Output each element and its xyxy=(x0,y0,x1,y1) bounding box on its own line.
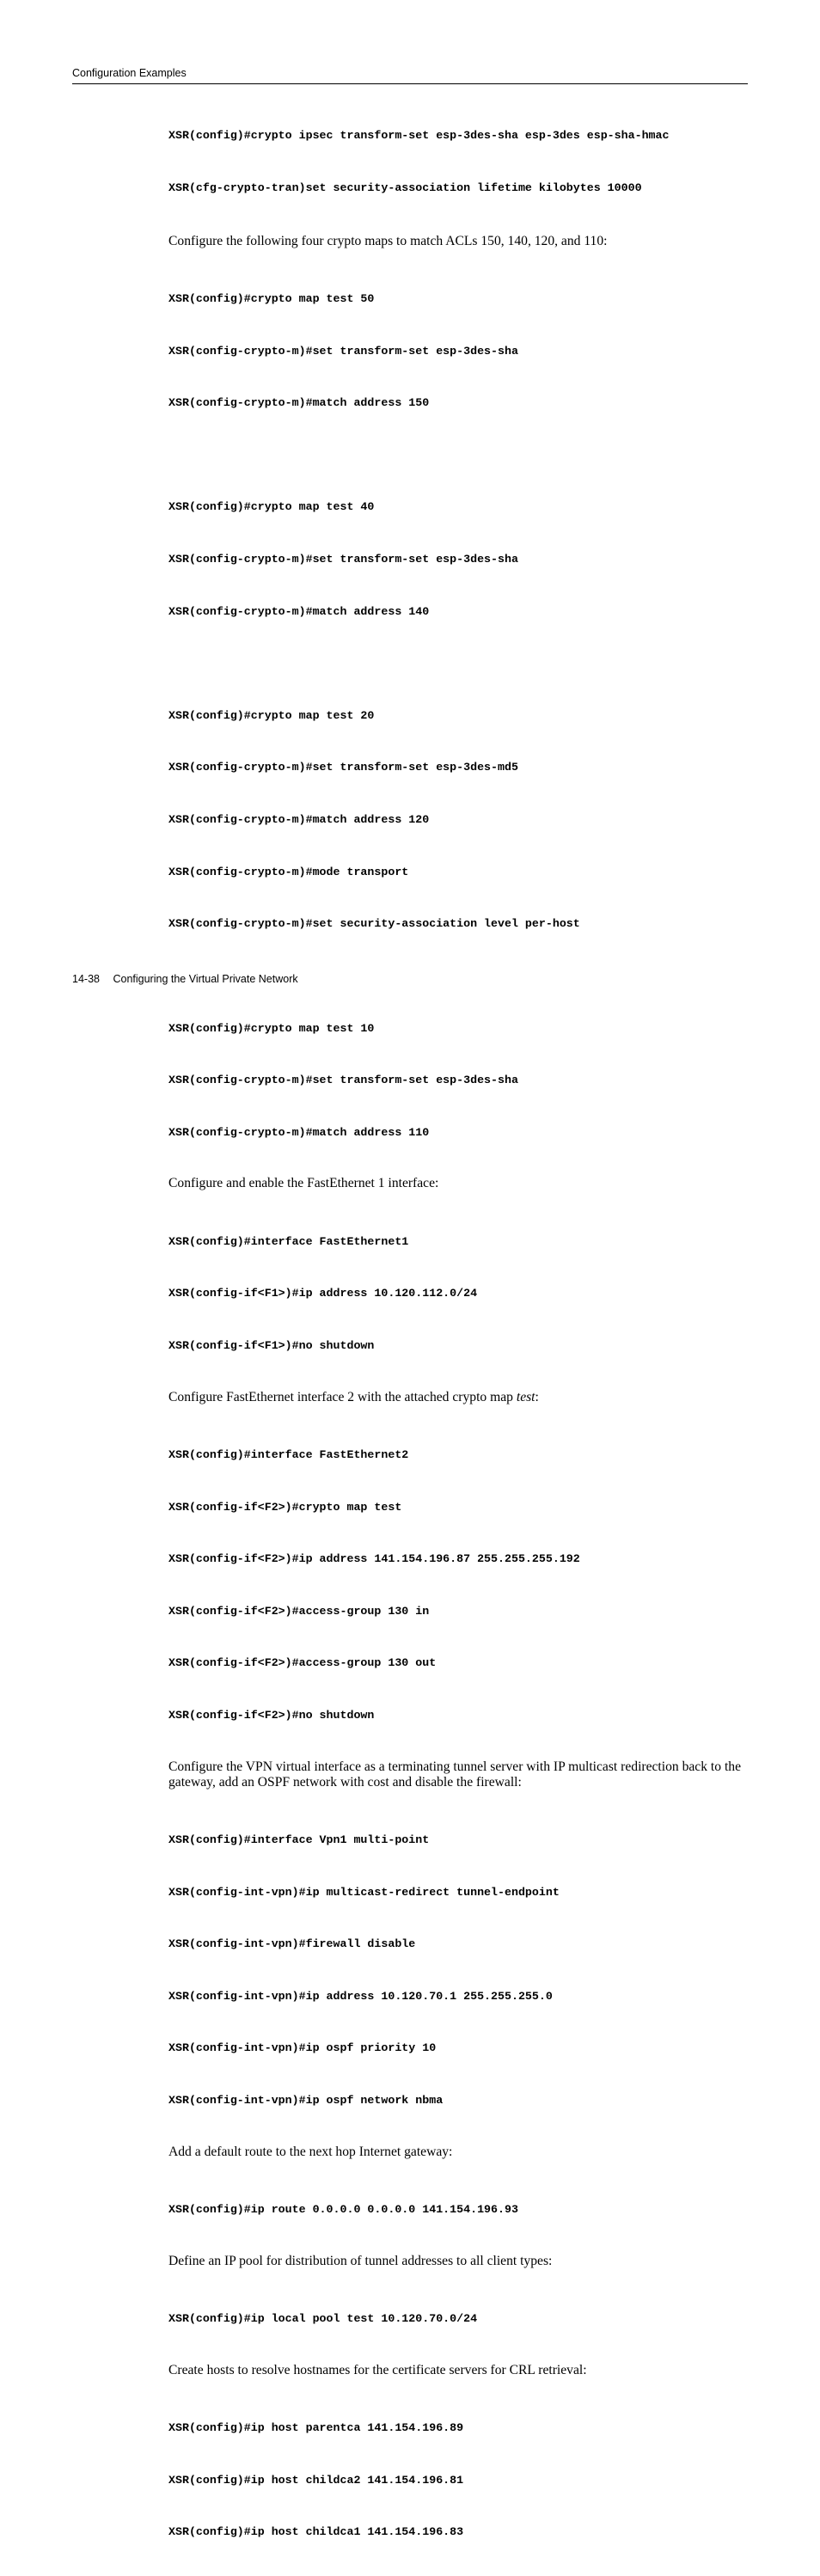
code-line: XSR(config-crypto-m)#set transform-set esp-3des-md5 xyxy=(168,761,518,774)
paragraph: Configure the VPN virtual interface as a terminating tunnel server with IP multicast redirection back to the gateway, add an OSPF network with cost and disable the firewall: xyxy=(168,1759,742,1790)
code-line: XSR(config-if<F2>)#ip address 141.154.196.87 255.255.255.192 xyxy=(168,1552,580,1566)
code-line: XSR(config-if<F1>)#no shutdown xyxy=(168,1338,375,1352)
code-line: XSR(config-crypto-m)#set transform-set esp-3des-sha xyxy=(168,553,518,566)
emphasis-term: test xyxy=(516,1389,535,1404)
code-line: XSR(config)#interface FastEthernet2 xyxy=(168,1447,409,1461)
code-line: XSR(config)#ip host childca2 141.154.196.81 xyxy=(168,2473,464,2487)
code-line: XSR(config-int-vpn)#firewall disable xyxy=(168,1937,416,1951)
code-line: XSR(config)#ip route 0.0.0.0 0.0.0.0 141.154.196.93 xyxy=(168,2203,518,2217)
code-block-transform-set xyxy=(168,93,744,232)
code-line: XSR(config)#crypto map test 40 xyxy=(168,500,375,514)
code-line: XSR(config)#ip host parentca 141.154.196.89 xyxy=(168,2421,464,2435)
code-line: XSR(config)#interface FastEthernet1 xyxy=(168,1234,409,1248)
code-block-vpn-interface xyxy=(168,1797,744,2145)
paragraph-text: Configure FastEthernet interface 2 with the attached crypto map xyxy=(168,1389,517,1404)
code-line: XSR(config-int-vpn)#ip address 10.120.70.1 255.255.255.0 xyxy=(168,1989,553,2003)
page-number: 14-38 xyxy=(72,973,100,985)
code-line: XSR(config)#ip local pool test 10.120.70.0/24 xyxy=(168,2312,478,2326)
code-line: XSR(config-int-vpn)#ip multicast-redirect tunnel-endpoint xyxy=(168,1885,560,1899)
code-line: XSR(config-crypto-m)#set security-association level per-host xyxy=(168,917,580,931)
paragraph: Add a default route to the next hop Internet gateway: xyxy=(168,2144,453,2159)
code-line: XSR(config-crypto-m)#match address 110 xyxy=(168,1125,430,1139)
code-line: XSR(config)#crypto map test 10 xyxy=(168,1021,375,1035)
code-block-fastethernet1 xyxy=(168,1198,744,1389)
paragraph: Configure the following four crypto maps to match ACLs 150, 140, 120, and 110: xyxy=(168,233,608,248)
code-line: XSR(config)#crypto map test 20 xyxy=(168,708,375,722)
code-line: XSR(config-crypto-m)#set transform-set esp-3des-sha xyxy=(168,1074,518,1087)
code-line: XSR(cfg-crypto-tran)set security-association lifetime kilobytes 10000 xyxy=(168,181,642,195)
code-block-default-route xyxy=(168,2167,744,2254)
page-content xyxy=(168,93,744,2576)
paragraph xyxy=(168,1390,744,1405)
code-line: XSR(config-crypto-m)#match address 120 xyxy=(168,813,430,827)
paragraph: Create hosts to resolve hostnames for the certificate servers for CRL retrieval: xyxy=(168,2362,587,2377)
code-line: XSR(config)#interface Vpn1 multi-point xyxy=(168,1833,430,1847)
code-block-ip-hosts xyxy=(168,2385,744,2576)
chapter-title: Configuring the Virtual Private Network xyxy=(113,973,298,985)
header-rule xyxy=(72,83,748,84)
code-line: XSR(config-if<F2>)#access-group 130 out xyxy=(168,1656,437,1670)
code-line: XSR(config-crypto-m)#match address 150 xyxy=(168,396,430,410)
paragraph: Define an IP pool for distribution of tunnel addresses to all client types: xyxy=(168,2253,553,2268)
code-block-fastethernet2 xyxy=(168,1412,744,1759)
code-line: XSR(config)#crypto map test 50 xyxy=(168,292,375,306)
code-line: XSR(config-if<F2>)#access-group 130 in xyxy=(168,1604,430,1618)
paragraph: Configure and enable the FastEthernet 1 interface: xyxy=(168,1176,439,1191)
code-line: XSR(config)#crypto ipsec transform-set esp-3des-sha esp-3des esp-sha-hmac xyxy=(168,129,670,143)
code-line: XSR(config-int-vpn)#ip ospf priority 10 xyxy=(168,2041,437,2055)
code-line: XSR(config-crypto-m)#set transform-set esp-3des-sha xyxy=(168,344,518,358)
page-footer xyxy=(72,973,298,985)
running-header: Configuration Examples xyxy=(72,67,187,79)
paragraph-text: : xyxy=(535,1389,539,1404)
code-line: XSR(config-if<F2>)#crypto map test xyxy=(168,1500,402,1514)
code-block-ip-pool xyxy=(168,2276,744,2363)
code-line: XSR(config-if<F1>)#ip address 10.120.112.0/24 xyxy=(168,1287,478,1300)
code-line: XSR(config)#ip host childca1 141.154.196.83 xyxy=(168,2525,464,2539)
code-line: XSR(config-if<F2>)#no shutdown xyxy=(168,1709,375,1722)
code-line: XSR(config-int-vpn)#ip ospf network nbma xyxy=(168,2094,444,2108)
code-block-crypto-maps xyxy=(168,256,744,1177)
code-line: XSR(config-crypto-m)#mode transport xyxy=(168,865,409,878)
code-line: XSR(config-crypto-m)#match address 140 xyxy=(168,604,430,618)
